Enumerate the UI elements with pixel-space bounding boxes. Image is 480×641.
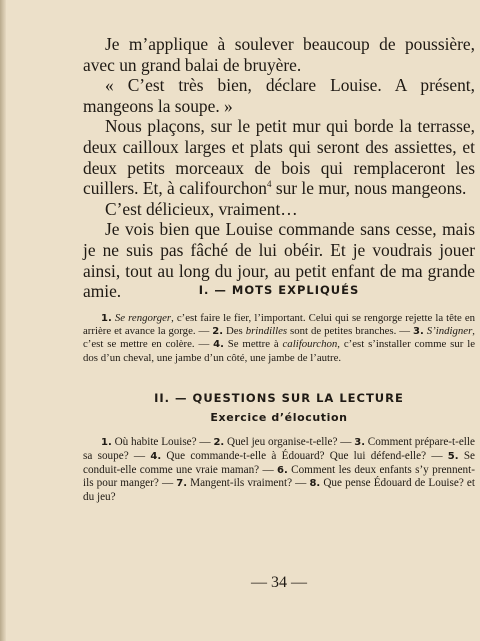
page-binding-edge xyxy=(0,0,6,641)
page-number: — 34 — xyxy=(251,574,307,591)
vocabulary-definitions xyxy=(83,312,475,365)
questions-paragraph: 1. Où habite Louise? — 2. Quel jeu organise-t-elle? — 3. Comment prépare-t-elle sa soupe? — 4. Que commande-t-elle à Édouard? Que lui défend-elle? — 5. Se conduit-elle comme une vraie maman? — 6. Comment les deux enfants s’y prennent-ils pour manger? — 7. Mangent-ils vraiment? — 8. Que pense Édouard de Louise? et du jeu? xyxy=(83,436,476,504)
reading-questions xyxy=(83,436,475,504)
story-paragraph: Je m’applique à soulever beaucoup de poussière, avec un grand balai de bruyère. xyxy=(83,34,475,75)
definitions-paragraph: 1. Se rengorger, c’est faire le fier, l’important. Celui qui se rengorge rejette la tête en arrière et avance la gorge. — 2. Des brindilles sont de petites branches. — 3. S’indigner, c’est se mettre en colère. — 4. Se mettre à califourchon, c’est s’installer comme sur le dos d’un cheval, une jambe d’un côté, une jambe de l’autre. xyxy=(83,312,476,364)
footnote-marker: 4 xyxy=(266,179,272,190)
story-paragraph: « C’est très bien, déclare Louise. A présent, mangeons la soupe. » xyxy=(83,75,475,116)
story-paragraph: Nous plaçons, sur le petit mur qui borde la terrasse, deux cailloux larges et plats qui seront des assiettes, et deux petits morceaux de bois qui remplaceront les cuillers. Et, à califourchon$^4$ sur le mur, nous mangeons. xyxy=(83,116,475,199)
story-text xyxy=(83,34,475,302)
story-paragraph: Je vois bien que Louise commande sans cesse, mais je ne suis pas fâché de lui obéir. Et je voudrais jouer ainsi, tout au long du jour, au petit enfant de ma grande amie. xyxy=(83,219,475,302)
story-paragraph: C’est délicieux, vraiment… xyxy=(105,198,298,219)
section-heading-mots-expliques: I. — MOTS EXPLIQUÉS xyxy=(198,283,360,297)
section-heading-questions: II. — QUESTIONS SUR LA LECTURE xyxy=(154,391,404,405)
section-subheading-exercice: Exercice d’élocution xyxy=(210,411,348,424)
